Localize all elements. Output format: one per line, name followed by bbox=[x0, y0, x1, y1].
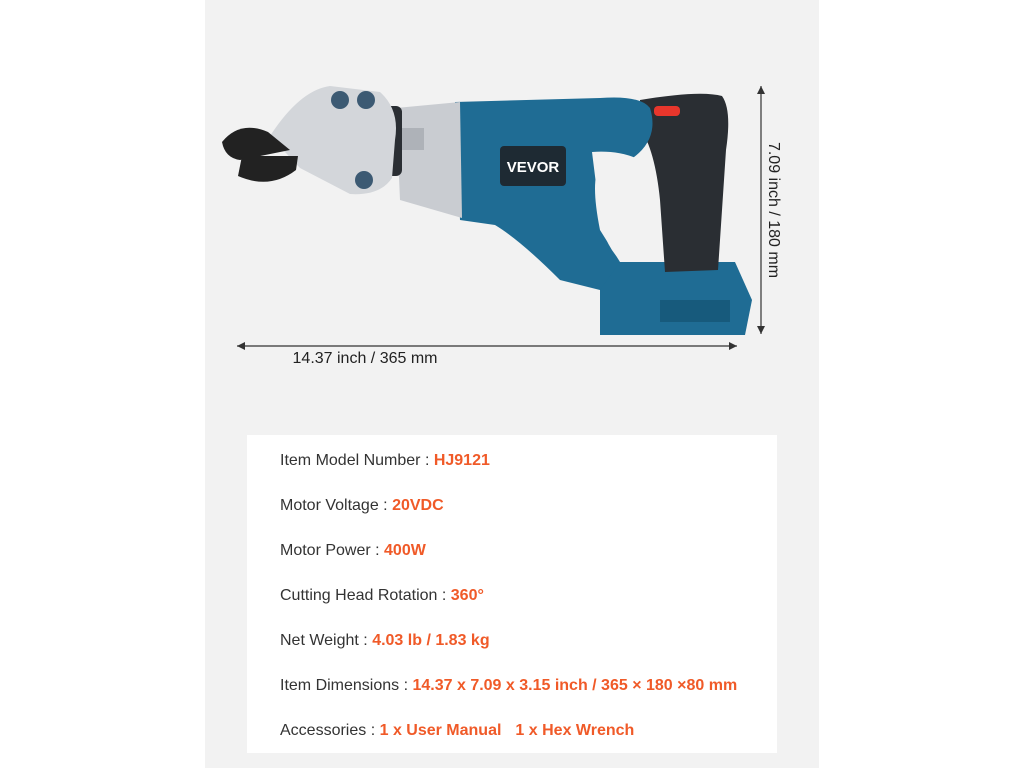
spec-value: 360° bbox=[450, 587, 484, 604]
spec-row-dimensions bbox=[280, 677, 737, 695]
spec-row-model bbox=[280, 452, 490, 470]
spec-row-weight bbox=[280, 632, 490, 650]
spec-panel bbox=[247, 435, 777, 753]
spec-row-rotation bbox=[280, 587, 484, 605]
spec-row-accessories bbox=[280, 722, 634, 740]
spec-value: HJ9121 bbox=[433, 452, 490, 469]
spec-row-voltage bbox=[280, 497, 444, 515]
width-dimension-label: 14.37 inch / 365 mm bbox=[292, 350, 438, 367]
spec-label: Accessories : bbox=[280, 722, 380, 739]
spec-value: 1 x User Manual bbox=[379, 722, 502, 739]
spec-value: 4.03 lb / 1.83 kg bbox=[372, 632, 490, 649]
height-dimension-label: 7.09 inch / 180 mm bbox=[765, 141, 782, 279]
spec-label: Motor Power : bbox=[280, 542, 385, 559]
spec-value-secondary: 1 x Hex Wrench bbox=[515, 722, 635, 739]
spec-value: 14.37 x 7.09 x 3.15 inch / 365 × 180 ×80 mm bbox=[412, 677, 738, 694]
spec-label: Item Model Number : bbox=[280, 452, 434, 469]
spec-value: 20VDC bbox=[392, 497, 444, 514]
spec-row-power bbox=[280, 542, 426, 560]
brand-logo: VEVOR bbox=[506, 159, 560, 176]
spec-value: 400W bbox=[384, 542, 426, 559]
spec-label: Net Weight : bbox=[280, 632, 373, 649]
spec-label: Item Dimensions : bbox=[280, 677, 413, 694]
spec-label: Cutting Head Rotation : bbox=[280, 587, 451, 604]
spec-label: Motor Voltage : bbox=[280, 497, 393, 514]
